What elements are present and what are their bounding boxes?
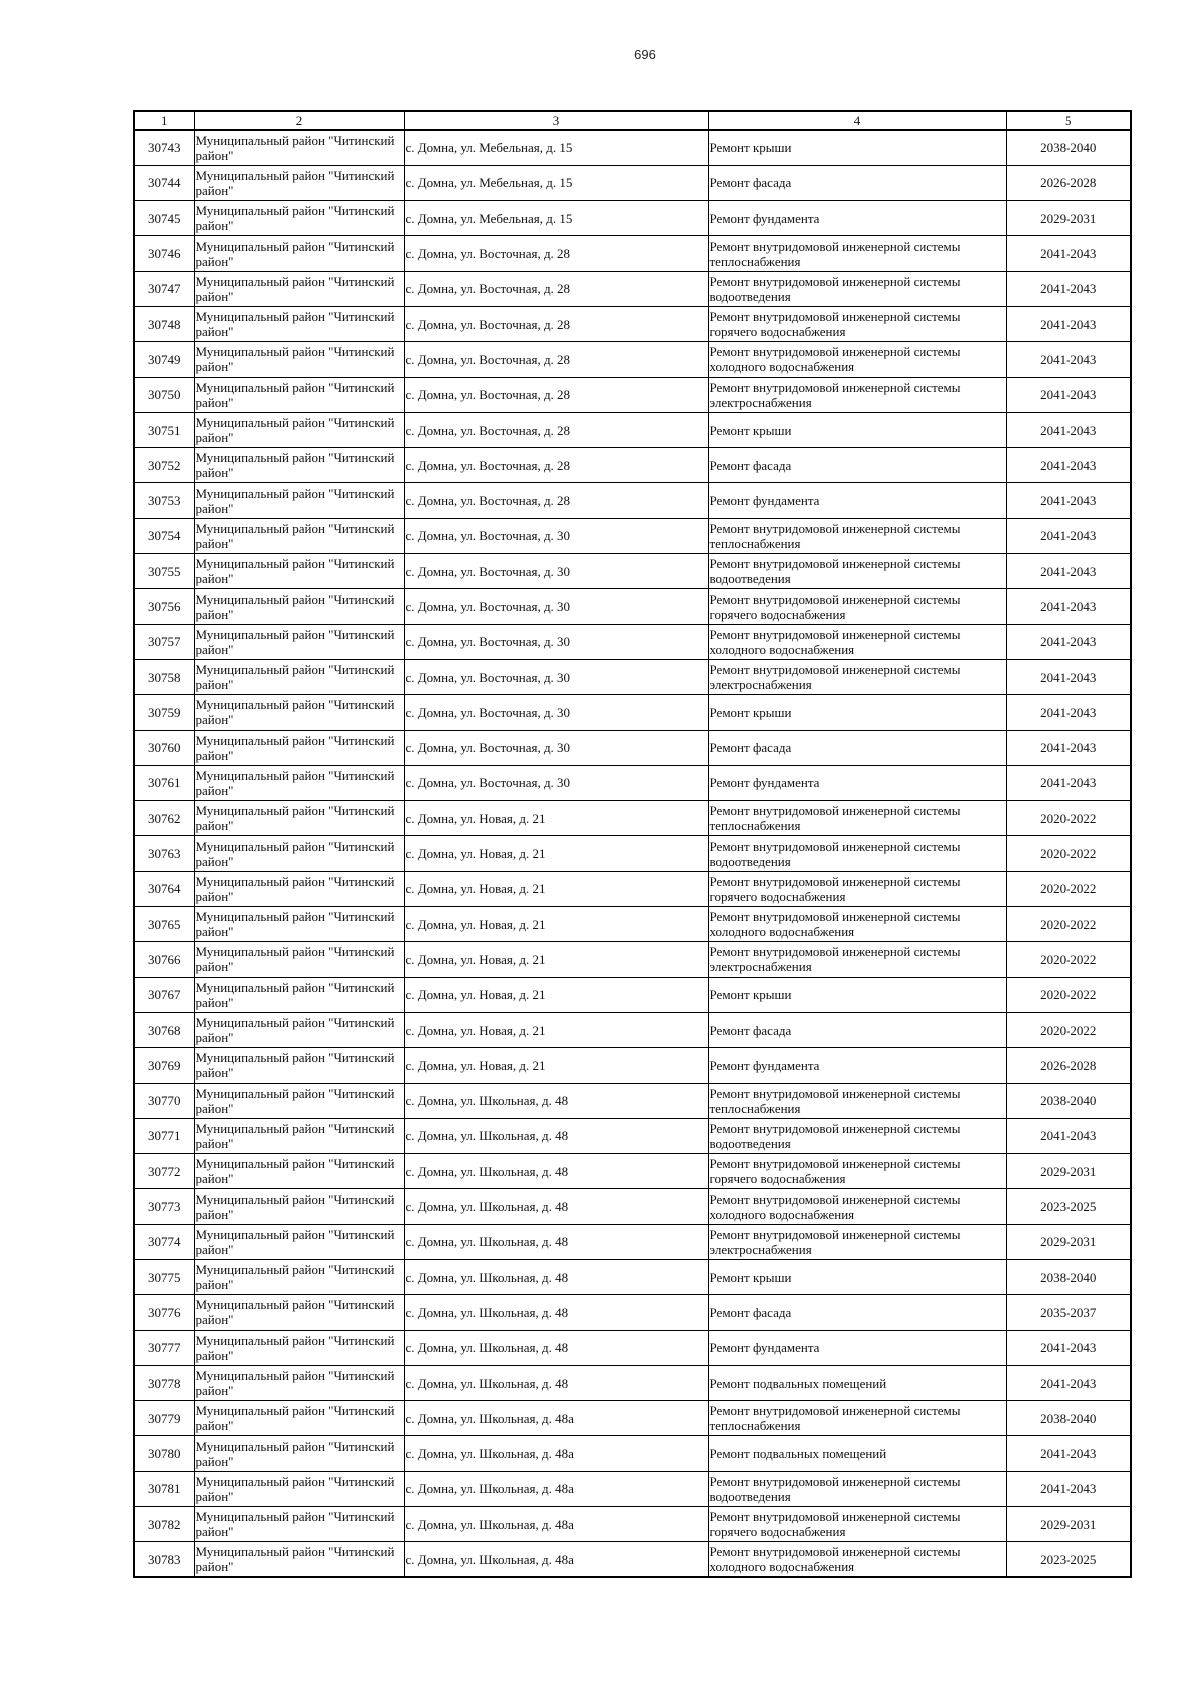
address-cell: с. Домна, ул. Школьная, д. 48 bbox=[404, 1189, 708, 1224]
table-row bbox=[134, 236, 1131, 271]
municipality-cell: Муниципальный район "Читинский район" bbox=[194, 554, 404, 589]
period-cell: 2041-2043 bbox=[1006, 342, 1131, 377]
row-number-cell: 30750 bbox=[134, 377, 194, 412]
table-row bbox=[134, 695, 1131, 730]
municipality-cell: Муниципальный район "Читинский район" bbox=[194, 1048, 404, 1083]
period-cell: 2041-2043 bbox=[1006, 518, 1131, 553]
period-cell: 2038-2040 bbox=[1006, 130, 1131, 165]
municipality-cell: Муниципальный район "Читинский район" bbox=[194, 1154, 404, 1189]
row-number-cell: 30777 bbox=[134, 1330, 194, 1365]
address-cell: с. Домна, ул. Школьная, д. 48 bbox=[404, 1260, 708, 1295]
table-row bbox=[134, 448, 1131, 483]
table-row bbox=[134, 1471, 1131, 1506]
address-cell: с. Домна, ул. Восточная, д. 28 bbox=[404, 271, 708, 306]
period-cell: 2020-2022 bbox=[1006, 942, 1131, 977]
table-row bbox=[134, 1118, 1131, 1153]
period-cell: 2029-2031 bbox=[1006, 1154, 1131, 1189]
address-cell: с. Домна, ул. Новая, д. 21 bbox=[404, 801, 708, 836]
work-type-cell: Ремонт крыши bbox=[708, 1260, 1006, 1295]
row-number-cell: 30747 bbox=[134, 271, 194, 306]
address-cell: с. Домна, ул. Новая, д. 21 bbox=[404, 977, 708, 1012]
work-type-cell: Ремонт внутридомовой инженерной системы холодного водоснабжения bbox=[708, 624, 1006, 659]
address-cell: с. Домна, ул. Школьная, д. 48а bbox=[404, 1401, 708, 1436]
municipality-cell: Муниципальный район "Читинский район" bbox=[194, 589, 404, 624]
address-cell: с. Домна, ул. Восточная, д. 30 bbox=[404, 695, 708, 730]
municipality-cell: Муниципальный район "Читинский район" bbox=[194, 412, 404, 447]
table-row bbox=[134, 1401, 1131, 1436]
table-row bbox=[134, 412, 1131, 447]
work-type-cell: Ремонт фундамента bbox=[708, 201, 1006, 236]
table-row bbox=[134, 589, 1131, 624]
row-number-cell: 30753 bbox=[134, 483, 194, 518]
address-cell: с. Домна, ул. Новая, д. 21 bbox=[404, 871, 708, 906]
table-row bbox=[134, 1507, 1131, 1542]
table-row bbox=[134, 1224, 1131, 1259]
row-number-cell: 30763 bbox=[134, 836, 194, 871]
row-number-cell: 30773 bbox=[134, 1189, 194, 1224]
municipality-cell: Муниципальный район "Читинский район" bbox=[194, 765, 404, 800]
column-header: 3 bbox=[404, 111, 708, 130]
work-type-cell: Ремонт внутридомовой инженерной системы холодного водоснабжения bbox=[708, 342, 1006, 377]
column-header: 4 bbox=[708, 111, 1006, 130]
work-type-cell: Ремонт внутридомовой инженерной системы теплоснабжения bbox=[708, 236, 1006, 271]
work-type-cell: Ремонт фундамента bbox=[708, 1048, 1006, 1083]
work-type-cell: Ремонт фасада bbox=[708, 1012, 1006, 1047]
work-type-cell: Ремонт внутридомовой инженерной системы водоотведения bbox=[708, 836, 1006, 871]
address-cell: с. Домна, ул. Новая, д. 21 bbox=[404, 942, 708, 977]
work-type-cell: Ремонт фундамента bbox=[708, 1330, 1006, 1365]
table-row bbox=[134, 765, 1131, 800]
period-cell: 2020-2022 bbox=[1006, 977, 1131, 1012]
table-row bbox=[134, 201, 1131, 236]
municipality-cell: Муниципальный район "Читинский район" bbox=[194, 1012, 404, 1047]
period-cell: 2038-2040 bbox=[1006, 1401, 1131, 1436]
municipality-cell: Муниципальный район "Читинский район" bbox=[194, 907, 404, 942]
work-type-cell: Ремонт внутридомовой инженерной системы электроснабжения bbox=[708, 659, 1006, 694]
period-cell: 2041-2043 bbox=[1006, 695, 1131, 730]
period-cell: 2041-2043 bbox=[1006, 483, 1131, 518]
work-type-cell: Ремонт крыши bbox=[708, 695, 1006, 730]
work-type-cell: Ремонт внутридомовой инженерной системы водоотведения bbox=[708, 554, 1006, 589]
table-row bbox=[134, 1542, 1131, 1577]
column-header: 1 bbox=[134, 111, 194, 130]
municipality-cell: Муниципальный район "Читинский район" bbox=[194, 1330, 404, 1365]
address-cell: с. Домна, ул. Восточная, д. 30 bbox=[404, 624, 708, 659]
row-number-cell: 30776 bbox=[134, 1295, 194, 1330]
period-cell: 2041-2043 bbox=[1006, 448, 1131, 483]
address-cell: с. Домна, ул. Восточная, д. 30 bbox=[404, 518, 708, 553]
period-cell: 2041-2043 bbox=[1006, 765, 1131, 800]
municipality-cell: Муниципальный район "Читинский район" bbox=[194, 836, 404, 871]
period-cell: 2020-2022 bbox=[1006, 871, 1131, 906]
municipality-cell: Муниципальный район "Читинский район" bbox=[194, 977, 404, 1012]
work-type-cell: Ремонт внутридомовой инженерной системы электроснабжения bbox=[708, 942, 1006, 977]
work-type-cell: Ремонт внутридомовой инженерной системы теплоснабжения bbox=[708, 518, 1006, 553]
period-cell: 2023-2025 bbox=[1006, 1542, 1131, 1577]
row-number-cell: 30768 bbox=[134, 1012, 194, 1047]
work-type-cell: Ремонт внутридомовой инженерной системы водоотведения bbox=[708, 271, 1006, 306]
municipality-cell: Муниципальный район "Читинский район" bbox=[194, 1189, 404, 1224]
period-cell: 2041-2043 bbox=[1006, 1330, 1131, 1365]
municipality-cell: Муниципальный район "Читинский район" bbox=[194, 518, 404, 553]
period-cell: 2026-2028 bbox=[1006, 1048, 1131, 1083]
row-number-cell: 30755 bbox=[134, 554, 194, 589]
address-cell: с. Домна, ул. Восточная, д. 30 bbox=[404, 765, 708, 800]
table-row bbox=[134, 659, 1131, 694]
table-row bbox=[134, 1012, 1131, 1047]
period-cell: 2041-2043 bbox=[1006, 730, 1131, 765]
address-cell: с. Домна, ул. Восточная, д. 28 bbox=[404, 306, 708, 341]
period-cell: 2041-2043 bbox=[1006, 306, 1131, 341]
address-cell: с. Домна, ул. Восточная, д. 28 bbox=[404, 236, 708, 271]
period-cell: 2035-2037 bbox=[1006, 1295, 1131, 1330]
row-number-cell: 30771 bbox=[134, 1118, 194, 1153]
row-number-cell: 30749 bbox=[134, 342, 194, 377]
row-number-cell: 30757 bbox=[134, 624, 194, 659]
work-type-cell: Ремонт подвальных помещений bbox=[708, 1436, 1006, 1471]
row-number-cell: 30751 bbox=[134, 412, 194, 447]
period-cell: 2020-2022 bbox=[1006, 1012, 1131, 1047]
table-row bbox=[134, 483, 1131, 518]
municipality-cell: Муниципальный район "Читинский район" bbox=[194, 942, 404, 977]
table-row bbox=[134, 1330, 1131, 1365]
row-number-cell: 30779 bbox=[134, 1401, 194, 1436]
row-number-cell: 30764 bbox=[134, 871, 194, 906]
period-cell: 2029-2031 bbox=[1006, 1224, 1131, 1259]
period-cell: 2041-2043 bbox=[1006, 589, 1131, 624]
municipality-cell: Муниципальный район "Читинский район" bbox=[194, 801, 404, 836]
municipality-cell: Муниципальный район "Читинский район" bbox=[194, 1295, 404, 1330]
row-number-cell: 30770 bbox=[134, 1083, 194, 1118]
table-row bbox=[134, 377, 1131, 412]
work-type-cell: Ремонт внутридомовой инженерной системы водоотведения bbox=[708, 1471, 1006, 1506]
municipality-cell: Муниципальный район "Читинский район" bbox=[194, 130, 404, 165]
work-type-cell: Ремонт крыши bbox=[708, 412, 1006, 447]
period-cell: 2041-2043 bbox=[1006, 236, 1131, 271]
work-type-cell: Ремонт внутридомовой инженерной системы горячего водоснабжения bbox=[708, 871, 1006, 906]
municipality-cell: Муниципальный район "Читинский район" bbox=[194, 871, 404, 906]
table-row bbox=[134, 624, 1131, 659]
row-number-cell: 30778 bbox=[134, 1365, 194, 1400]
row-number-cell: 30746 bbox=[134, 236, 194, 271]
address-cell: с. Домна, ул. Школьная, д. 48а bbox=[404, 1471, 708, 1506]
row-number-cell: 30745 bbox=[134, 201, 194, 236]
period-cell: 2020-2022 bbox=[1006, 836, 1131, 871]
column-number-row bbox=[134, 111, 1131, 130]
address-cell: с. Домна, ул. Новая, д. 21 bbox=[404, 1012, 708, 1047]
municipality-cell: Муниципальный район "Читинский район" bbox=[194, 1260, 404, 1295]
table-row bbox=[134, 165, 1131, 200]
row-number-cell: 30762 bbox=[134, 801, 194, 836]
table-row bbox=[134, 518, 1131, 553]
address-cell: с. Домна, ул. Восточная, д. 28 bbox=[404, 483, 708, 518]
table-row bbox=[134, 130, 1131, 165]
work-type-cell: Ремонт внутридомовой инженерной системы водоотведения bbox=[708, 1118, 1006, 1153]
row-number-cell: 30774 bbox=[134, 1224, 194, 1259]
row-number-cell: 30744 bbox=[134, 165, 194, 200]
period-cell: 2029-2031 bbox=[1006, 1507, 1131, 1542]
row-number-cell: 30765 bbox=[134, 907, 194, 942]
work-type-cell: Ремонт внутридомовой инженерной системы горячего водоснабжения bbox=[708, 306, 1006, 341]
municipality-cell: Муниципальный район "Читинский район" bbox=[194, 1436, 404, 1471]
work-type-cell: Ремонт внутридомовой инженерной системы горячего водоснабжения bbox=[708, 1154, 1006, 1189]
work-type-cell: Ремонт внутридомовой инженерной системы теплоснабжения bbox=[708, 1083, 1006, 1118]
period-cell: 2038-2040 bbox=[1006, 1260, 1131, 1295]
work-type-cell: Ремонт фасада bbox=[708, 730, 1006, 765]
table-row bbox=[134, 907, 1131, 942]
address-cell: с. Домна, ул. Школьная, д. 48 bbox=[404, 1083, 708, 1118]
row-number-cell: 30754 bbox=[134, 518, 194, 553]
municipality-cell: Муниципальный район "Читинский район" bbox=[194, 342, 404, 377]
column-header: 5 bbox=[1006, 111, 1131, 130]
period-cell: 2041-2043 bbox=[1006, 1436, 1131, 1471]
row-number-cell: 30748 bbox=[134, 306, 194, 341]
address-cell: с. Домна, ул. Школьная, д. 48 bbox=[404, 1365, 708, 1400]
period-cell: 2041-2043 bbox=[1006, 554, 1131, 589]
row-number-cell: 30758 bbox=[134, 659, 194, 694]
municipality-cell: Муниципальный район "Читинский район" bbox=[194, 1118, 404, 1153]
address-cell: с. Домна, ул. Мебельная, д. 15 bbox=[404, 201, 708, 236]
table-row bbox=[134, 1154, 1131, 1189]
address-cell: с. Домна, ул. Мебельная, д. 15 bbox=[404, 165, 708, 200]
municipality-cell: Муниципальный район "Читинский район" bbox=[194, 271, 404, 306]
address-cell: с. Домна, ул. Восточная, д. 28 bbox=[404, 448, 708, 483]
work-type-cell: Ремонт фасада bbox=[708, 1295, 1006, 1330]
address-cell: с. Домна, ул. Восточная, д. 30 bbox=[404, 554, 708, 589]
table-row bbox=[134, 1295, 1131, 1330]
period-cell: 2041-2043 bbox=[1006, 659, 1131, 694]
municipality-cell: Муниципальный район "Читинский район" bbox=[194, 377, 404, 412]
address-cell: с. Домна, ул. Восточная, д. 30 bbox=[404, 730, 708, 765]
work-type-cell: Ремонт подвальных помещений bbox=[708, 1365, 1006, 1400]
table-row bbox=[134, 1189, 1131, 1224]
table-row bbox=[134, 801, 1131, 836]
work-type-cell: Ремонт внутридомовой инженерной системы горячего водоснабжения bbox=[708, 1507, 1006, 1542]
row-number-cell: 30775 bbox=[134, 1260, 194, 1295]
row-number-cell: 30767 bbox=[134, 977, 194, 1012]
table-row bbox=[134, 1365, 1131, 1400]
row-number-cell: 30769 bbox=[134, 1048, 194, 1083]
works-table bbox=[133, 110, 1132, 1578]
period-cell: 2041-2043 bbox=[1006, 377, 1131, 412]
table-row bbox=[134, 1048, 1131, 1083]
table-row bbox=[134, 1260, 1131, 1295]
work-type-cell: Ремонт фундамента bbox=[708, 765, 1006, 800]
address-cell: с. Домна, ул. Восточная, д. 28 bbox=[404, 412, 708, 447]
municipality-cell: Муниципальный район "Читинский район" bbox=[194, 236, 404, 271]
period-cell: 2020-2022 bbox=[1006, 907, 1131, 942]
work-type-cell: Ремонт крыши bbox=[708, 977, 1006, 1012]
row-number-cell: 30759 bbox=[134, 695, 194, 730]
period-cell: 2041-2043 bbox=[1006, 1365, 1131, 1400]
table-row bbox=[134, 342, 1131, 377]
table-row bbox=[134, 942, 1131, 977]
table-row bbox=[134, 1436, 1131, 1471]
address-cell: с. Домна, ул. Школьная, д. 48 bbox=[404, 1154, 708, 1189]
work-type-cell: Ремонт внутридомовой инженерной системы теплоснабжения bbox=[708, 1401, 1006, 1436]
table-row bbox=[134, 1083, 1131, 1118]
address-cell: с. Домна, ул. Новая, д. 21 bbox=[404, 1048, 708, 1083]
municipality-cell: Муниципальный район "Читинский район" bbox=[194, 483, 404, 518]
address-cell: с. Домна, ул. Школьная, д. 48 bbox=[404, 1330, 708, 1365]
row-number-cell: 30782 bbox=[134, 1507, 194, 1542]
address-cell: с. Домна, ул. Школьная, д. 48 bbox=[404, 1295, 708, 1330]
address-cell: с. Домна, ул. Восточная, д. 30 bbox=[404, 589, 708, 624]
row-number-cell: 30772 bbox=[134, 1154, 194, 1189]
municipality-cell: Муниципальный район "Читинский район" bbox=[194, 201, 404, 236]
table-row bbox=[134, 730, 1131, 765]
municipality-cell: Муниципальный район "Читинский район" bbox=[194, 1365, 404, 1400]
address-cell: с. Домна, ул. Школьная, д. 48а bbox=[404, 1436, 708, 1471]
municipality-cell: Муниципальный район "Читинский район" bbox=[194, 1224, 404, 1259]
table-row bbox=[134, 836, 1131, 871]
work-type-cell: Ремонт внутридомовой инженерной системы теплоснабжения bbox=[708, 801, 1006, 836]
address-cell: с. Домна, ул. Школьная, д. 48 bbox=[404, 1118, 708, 1153]
table-row bbox=[134, 554, 1131, 589]
row-number-cell: 30756 bbox=[134, 589, 194, 624]
municipality-cell: Муниципальный район "Читинский район" bbox=[194, 306, 404, 341]
row-number-cell: 30780 bbox=[134, 1436, 194, 1471]
municipality-cell: Муниципальный район "Читинский район" bbox=[194, 1083, 404, 1118]
address-cell: с. Домна, ул. Мебельная, д. 15 bbox=[404, 130, 708, 165]
work-type-cell: Ремонт крыши bbox=[708, 130, 1006, 165]
work-type-cell: Ремонт фасада bbox=[708, 165, 1006, 200]
address-cell: с. Домна, ул. Новая, д. 21 bbox=[404, 836, 708, 871]
address-cell: с. Домна, ул. Школьная, д. 48а bbox=[404, 1507, 708, 1542]
municipality-cell: Муниципальный район "Читинский район" bbox=[194, 695, 404, 730]
row-number-cell: 30743 bbox=[134, 130, 194, 165]
municipality-cell: Муниципальный район "Читинский район" bbox=[194, 730, 404, 765]
column-header: 2 bbox=[194, 111, 404, 130]
address-cell: с. Домна, ул. Школьная, д. 48а bbox=[404, 1542, 708, 1577]
work-type-cell: Ремонт внутридомовой инженерной системы холодного водоснабжения bbox=[708, 907, 1006, 942]
period-cell: 2020-2022 bbox=[1006, 801, 1131, 836]
table-row bbox=[134, 271, 1131, 306]
period-cell: 2041-2043 bbox=[1006, 412, 1131, 447]
municipality-cell: Муниципальный район "Читинский район" bbox=[194, 1471, 404, 1506]
row-number-cell: 30781 bbox=[134, 1471, 194, 1506]
municipality-cell: Муниципальный район "Читинский район" bbox=[194, 624, 404, 659]
period-cell: 2023-2025 bbox=[1006, 1189, 1131, 1224]
period-cell: 2041-2043 bbox=[1006, 624, 1131, 659]
municipality-cell: Муниципальный район "Читинский район" bbox=[194, 1401, 404, 1436]
row-number-cell: 30766 bbox=[134, 942, 194, 977]
municipality-cell: Муниципальный район "Читинский район" bbox=[194, 1542, 404, 1577]
period-cell: 2041-2043 bbox=[1006, 1118, 1131, 1153]
period-cell: 2026-2028 bbox=[1006, 165, 1131, 200]
municipality-cell: Муниципальный район "Читинский район" bbox=[194, 659, 404, 694]
work-type-cell: Ремонт внутридомовой инженерной системы горячего водоснабжения bbox=[708, 589, 1006, 624]
table-row bbox=[134, 306, 1131, 341]
work-type-cell: Ремонт фундамента bbox=[708, 483, 1006, 518]
row-number-cell: 30783 bbox=[134, 1542, 194, 1577]
period-cell: 2038-2040 bbox=[1006, 1083, 1131, 1118]
period-cell: 2029-2031 bbox=[1006, 201, 1131, 236]
municipality-cell: Муниципальный район "Читинский район" bbox=[194, 448, 404, 483]
table-row bbox=[134, 977, 1131, 1012]
municipality-cell: Муниципальный район "Читинский район" bbox=[194, 1507, 404, 1542]
period-cell: 2041-2043 bbox=[1006, 1471, 1131, 1506]
row-number-cell: 30752 bbox=[134, 448, 194, 483]
work-type-cell: Ремонт внутридомовой инженерной системы холодного водоснабжения bbox=[708, 1189, 1006, 1224]
address-cell: с. Домна, ул. Восточная, д. 30 bbox=[404, 659, 708, 694]
work-type-cell: Ремонт фасада bbox=[708, 448, 1006, 483]
work-type-cell: Ремонт внутридомовой инженерной системы электроснабжения bbox=[708, 1224, 1006, 1259]
table-body bbox=[134, 130, 1131, 1577]
municipality-cell: Муниципальный район "Читинский район" bbox=[194, 165, 404, 200]
address-cell: с. Домна, ул. Восточная, д. 28 bbox=[404, 342, 708, 377]
work-type-cell: Ремонт внутридомовой инженерной системы холодного водоснабжения bbox=[708, 1542, 1006, 1577]
period-cell: 2041-2043 bbox=[1006, 271, 1131, 306]
page-number: 696 bbox=[634, 47, 656, 62]
row-number-cell: 30761 bbox=[134, 765, 194, 800]
address-cell: с. Домна, ул. Новая, д. 21 bbox=[404, 907, 708, 942]
row-number-cell: 30760 bbox=[134, 730, 194, 765]
work-type-cell: Ремонт внутридомовой инженерной системы электроснабжения bbox=[708, 377, 1006, 412]
table-row bbox=[134, 871, 1131, 906]
address-cell: с. Домна, ул. Школьная, д. 48 bbox=[404, 1224, 708, 1259]
address-cell: с. Домна, ул. Восточная, д. 28 bbox=[404, 377, 708, 412]
